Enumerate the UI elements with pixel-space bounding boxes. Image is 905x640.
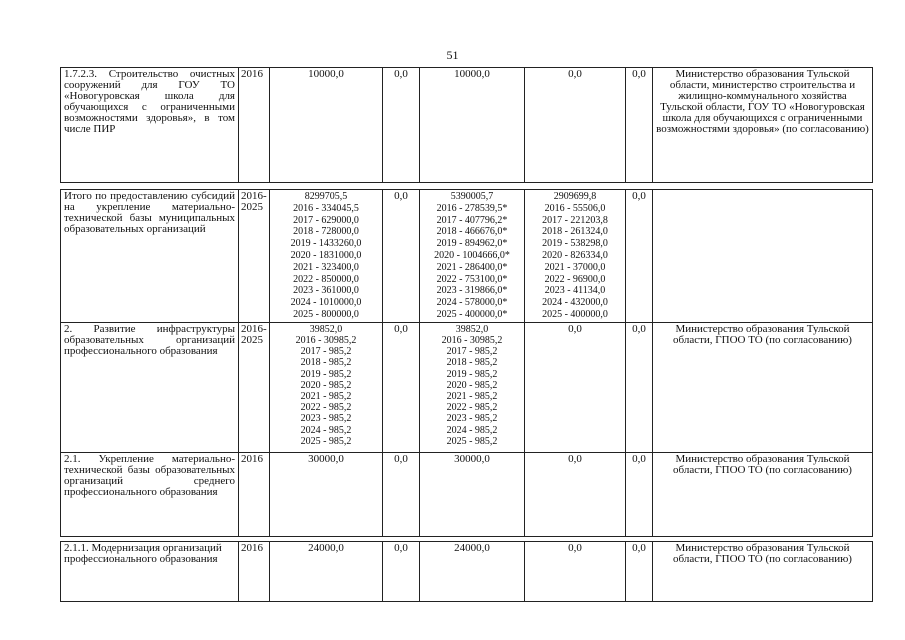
row-executor: Министерство образования Тульской области, ГПОО ТО (по согласованию) <box>653 452 873 536</box>
year-value: 2016 - 278539,5* <box>436 202 508 214</box>
year-value: 2025 - 400000,0* <box>436 308 508 320</box>
year-value: 2024 - 1010000,0 <box>290 297 362 309</box>
row-federal: 0,0 <box>383 542 420 602</box>
row-federal: 0,0 <box>383 190 420 323</box>
table-row <box>61 452 873 536</box>
year-value: 2022 - 985,2 <box>446 402 498 414</box>
row-name: 1.7.2.3. Строительство очистных сооружений для ГОУ ТО «Новогуровская школа для обучающихся с ограниченными возможностями здоровья», в том числе ПИР <box>61 68 239 183</box>
year-value: 2024 - 578000,0* <box>436 297 508 309</box>
row-name: Итого по предоставлению субсидий на укрепление материально-технической базы муниципальных образовательных организаций <box>61 190 239 323</box>
year-value: 2019 - 1433260,0 <box>290 238 362 250</box>
row-executor: Министерство образования Тульской области, ГПОО ТО (по согласованию) <box>653 322 873 452</box>
row-federal: 0,0 <box>383 452 420 536</box>
year-value: 2018 - 261324,0 <box>542 226 608 238</box>
page-number: 51 <box>446 48 459 62</box>
row-regional: 10000,0 <box>420 68 525 183</box>
year-value: 2017 - 985,2 <box>446 346 498 358</box>
row-other: 0,0 <box>626 68 653 183</box>
row-name: 2. Развитие инфраструктуры образовательных организаций профессионального образования <box>61 322 239 452</box>
row-total-sum: 39852,0 <box>309 323 343 335</box>
row-period: 2016-2025 <box>239 190 270 323</box>
row-municipal: 0,0 <box>525 542 626 602</box>
row-regional <box>420 322 525 452</box>
row-period: 2016 <box>239 452 270 536</box>
row-total: 30000,0 <box>270 452 383 536</box>
year-value: 2017 - 407796,2* <box>436 214 508 226</box>
year-value: 2017 - 985,2 <box>300 346 352 358</box>
table-row <box>61 190 873 323</box>
year-value: 2023 - 985,2 <box>300 413 352 425</box>
row-federal: 0,0 <box>383 322 420 452</box>
year-value: 2020 - 985,2 <box>300 379 352 391</box>
row-regional: 24000,0 <box>420 542 525 602</box>
row-other: 0,0 <box>626 322 653 452</box>
row-executor <box>653 190 873 323</box>
year-value: 2023 - 361000,0 <box>293 285 359 297</box>
year-value: 2022 - 850000,0 <box>293 273 359 285</box>
year-value: 2016 - 55506,0 <box>544 202 606 214</box>
year-value: 2023 - 41134,0 <box>544 285 606 297</box>
row-total: 10000,0 <box>270 68 383 183</box>
year-value: 2017 - 629000,0 <box>293 214 359 226</box>
year-value: 2016 - 334045,5 <box>293 202 359 214</box>
row-municipal: 0,0 <box>525 322 626 452</box>
row-name: 2.1. Укрепление материально-технической базы образовательных организаций среднего профессионального образования <box>61 452 239 536</box>
year-value: 2024 - 985,2 <box>300 424 352 436</box>
year-value: 2019 - 894962,0* <box>436 238 508 250</box>
row-period: 2016 <box>239 542 270 602</box>
year-value: 2021 - 286400,0* <box>436 261 508 273</box>
row-regional <box>420 190 525 323</box>
year-value: 2022 - 96900,0 <box>544 273 606 285</box>
row-municipal <box>525 190 626 323</box>
row-municipal-sum: 2909699,8 <box>553 191 597 202</box>
row-total-sum: 8299705,5 <box>304 191 348 202</box>
row-total <box>270 190 383 323</box>
year-value: 2025 - 400000,0 <box>542 308 608 320</box>
year-value: 2019 - 985,2 <box>300 368 352 380</box>
table-row <box>61 322 873 452</box>
year-value: 2024 - 432000,0 <box>542 297 608 309</box>
row-total: 24000,0 <box>270 542 383 602</box>
year-value: 2018 - 728000,0 <box>293 226 359 238</box>
year-value: 2016 - 30985,2 <box>441 334 503 346</box>
year-value: 2019 - 538298,0 <box>542 238 608 250</box>
row-municipal: 0,0 <box>525 452 626 536</box>
year-value: 2021 - 37000,0 <box>544 261 606 273</box>
year-value: 2025 - 985,2 <box>300 435 352 447</box>
year-value: 2020 - 1004666,0* <box>434 249 510 261</box>
row-name: 2.1.1. Модернизация организаций профессионального образования <box>61 542 239 602</box>
year-value: 2020 - 985,2 <box>446 379 498 391</box>
row-regional-sum: 5390005,7 <box>450 191 494 202</box>
year-value: 2017 - 221203,8 <box>542 214 608 226</box>
row-other: 0,0 <box>626 542 653 602</box>
year-value: 2020 - 826334,0 <box>542 249 608 261</box>
year-value: 2018 - 466676,0* <box>436 226 508 238</box>
year-value: 2018 - 985,2 <box>300 357 352 369</box>
year-value: 2022 - 753100,0* <box>436 273 508 285</box>
row-executor: Министерство образования Тульской области, ГПОО ТО (по согласованию) <box>653 542 873 602</box>
table-row <box>61 542 873 602</box>
year-value: 2024 - 985,2 <box>446 424 498 436</box>
year-value: 2018 - 985,2 <box>446 357 498 369</box>
year-value: 2016 - 30985,2 <box>295 334 357 346</box>
table-row <box>61 68 873 183</box>
row-period: 2016 <box>239 68 270 183</box>
row-other: 0,0 <box>626 190 653 323</box>
year-value: 2022 - 985,2 <box>300 402 352 414</box>
row-period: 2016-2025 <box>239 322 270 452</box>
year-value: 2025 - 985,2 <box>446 435 498 447</box>
row-other: 0,0 <box>626 452 653 536</box>
year-value: 2021 - 323400,0 <box>293 261 359 273</box>
year-value: 2025 - 800000,0 <box>293 308 359 320</box>
row-municipal: 0,0 <box>525 68 626 183</box>
year-value: 2021 - 985,2 <box>446 390 498 402</box>
budget-table-1 <box>60 67 873 183</box>
row-regional-sum: 39852,0 <box>455 323 489 335</box>
row-total <box>270 322 383 452</box>
year-value: 2023 - 985,2 <box>446 413 498 425</box>
row-federal: 0,0 <box>383 68 420 183</box>
row-executor: Министерство образования Тульской области, министерство строительства и жилищно-коммунального хозяйства Тульской области, ГОУ ТО «Новогуровская школа для обучающихся с ограниченными возможностями здоровья» (по согласованию) <box>653 68 873 183</box>
row-regional: 30000,0 <box>420 452 525 536</box>
year-value: 2019 - 985,2 <box>446 368 498 380</box>
year-value: 2020 - 1831000,0 <box>290 249 362 261</box>
budget-table-2 <box>60 189 873 537</box>
budget-table-3 <box>60 541 873 602</box>
year-value: 2023 - 319866,0* <box>436 285 508 297</box>
year-value: 2021 - 985,2 <box>300 390 352 402</box>
